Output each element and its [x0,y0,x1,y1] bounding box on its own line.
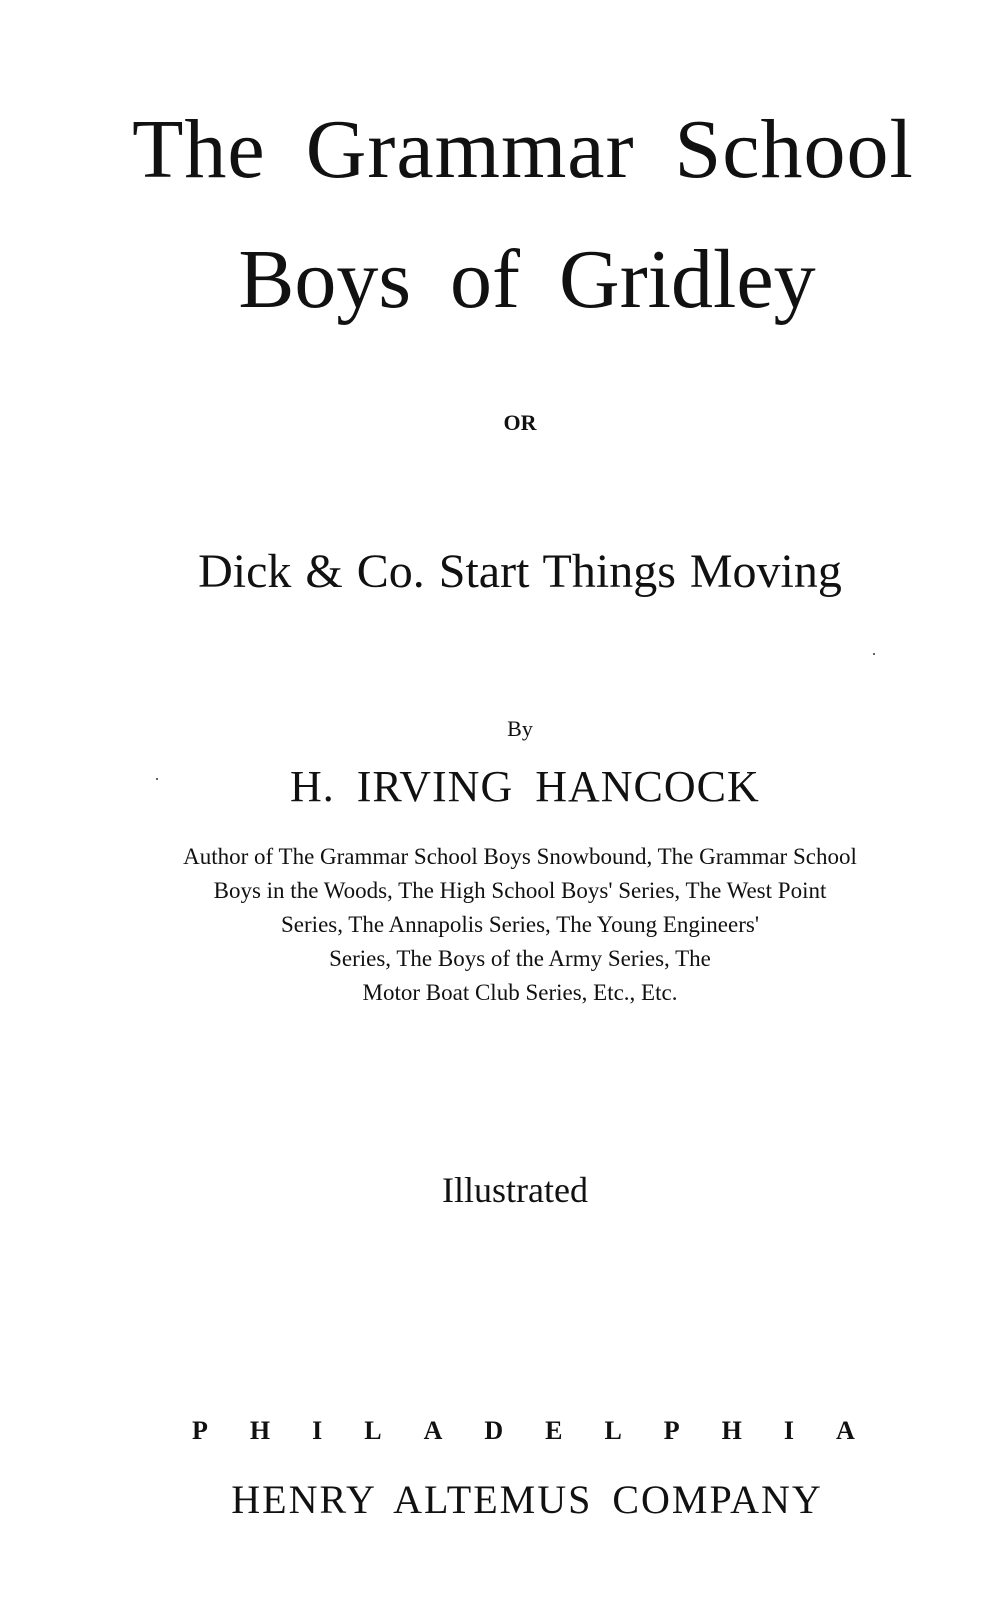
other-works-line: Boys in the Woods, The High School Boys' Series, The West Point [213,878,827,903]
book-title-line-2: Boys of Gridley [238,233,816,326]
other-works-line: Series, The Annapolis Series, The Young Engineers' [281,912,759,937]
other-works-line: Series, The Boys of the Army Series, The [329,946,711,971]
other-works-list [100,840,940,1010]
publisher-name: HENRY ALTEMUS COMPANY [231,1477,823,1522]
other-works-line: Author of The Grammar School Boys Snowbound, The Grammar School [183,844,857,869]
illustrated-label: Illustrated [442,1170,588,1210]
author-name: H. IRVING HANCOCK [290,762,760,811]
page-speck [156,778,158,780]
page-speck [873,653,875,655]
or-separator: OR [503,410,537,435]
other-works-line: Motor Boat Club Series, Etc., Etc. [362,980,678,1005]
book-subtitle: Dick & Co. Start Things Moving [198,545,842,598]
by-label: By [507,716,533,741]
book-title-line-1: The Grammar School [132,103,914,196]
publication-city: PHILADELPHIA [192,1416,897,1445]
